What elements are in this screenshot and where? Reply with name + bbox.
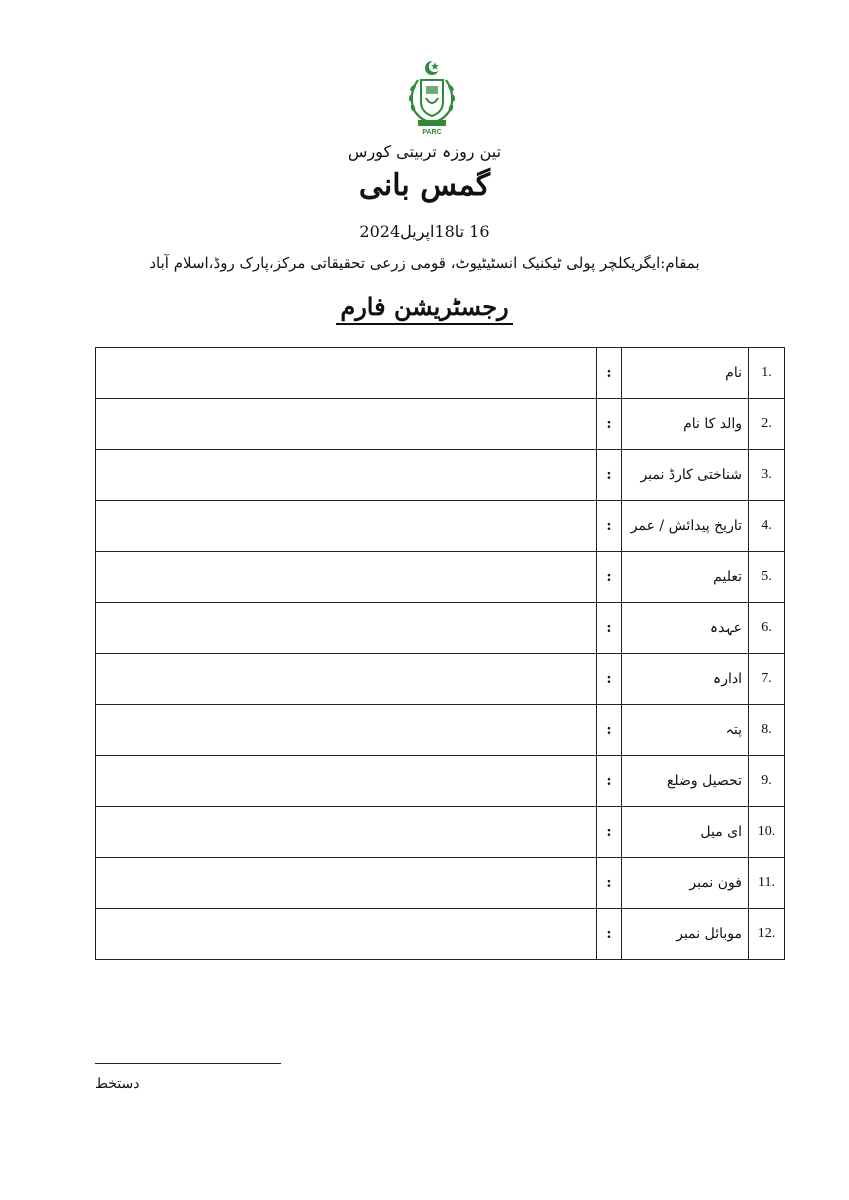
row-number: 12. — [749, 909, 785, 960]
field-colon: : — [597, 705, 622, 756]
field-colon: : — [597, 501, 622, 552]
course-subtitle: تین روزہ تربیتی کورس — [347, 142, 502, 161]
form-title-text: رجسٹریشن فارم — [336, 292, 512, 325]
field-label: نام — [622, 348, 749, 399]
field-label: والد کا نام — [622, 399, 749, 450]
field-colon: : — [597, 450, 622, 501]
field-value[interactable] — [96, 552, 597, 603]
field-value[interactable] — [96, 705, 597, 756]
row-number: 8. — [749, 705, 785, 756]
parc-logo — [404, 58, 460, 136]
field-colon: : — [597, 654, 622, 705]
form-title — [0, 292, 849, 321]
course-venue: بمقام:ایگریکلچر پولی ٹیکنیک انسٹیٹیوٹ، قومی زرعی تحقیقاتی مرکز،پارک روڈ،اسلام آباد — [149, 254, 700, 272]
table-row — [96, 909, 785, 960]
shield-icon — [421, 80, 443, 116]
table-row — [96, 399, 785, 450]
field-label: ادارہ — [622, 654, 749, 705]
field-colon: : — [597, 603, 622, 654]
table-row — [96, 603, 785, 654]
row-number: 6. — [749, 603, 785, 654]
field-label: عہدہ — [622, 603, 749, 654]
field-colon: : — [597, 756, 622, 807]
field-colon: : — [597, 399, 622, 450]
field-value[interactable] — [96, 807, 597, 858]
table-row — [96, 348, 785, 399]
field-label: پتہ — [622, 705, 749, 756]
registration-table — [95, 347, 785, 960]
field-value[interactable] — [96, 501, 597, 552]
field-colon: : — [597, 909, 622, 960]
course-dates: 16 تا18اپریل2024 — [359, 222, 490, 241]
field-value[interactable] — [96, 348, 597, 399]
row-number: 9. — [749, 756, 785, 807]
field-value[interactable] — [96, 399, 597, 450]
crescent-star-icon — [425, 61, 440, 75]
field-value[interactable] — [96, 654, 597, 705]
logo-caption: PARC — [422, 129, 442, 136]
table-row — [96, 654, 785, 705]
row-number: 7. — [749, 654, 785, 705]
table-row — [96, 858, 785, 909]
signature-label: دستخط — [95, 1076, 140, 1092]
field-value[interactable] — [96, 603, 597, 654]
table-row — [96, 756, 785, 807]
field-label: ای میل — [622, 807, 749, 858]
field-colon: : — [597, 348, 622, 399]
field-value[interactable] — [96, 909, 597, 960]
field-value[interactable] — [96, 756, 597, 807]
row-number: 4. — [749, 501, 785, 552]
signature-line — [95, 1063, 281, 1064]
table-row — [96, 552, 785, 603]
field-label: تعلیم — [622, 552, 749, 603]
row-number: 10. — [749, 807, 785, 858]
table-row — [96, 501, 785, 552]
row-number: 5. — [749, 552, 785, 603]
table-row — [96, 705, 785, 756]
field-value[interactable] — [96, 450, 597, 501]
row-number: 11. — [749, 858, 785, 909]
field-colon: : — [597, 858, 622, 909]
table-row — [96, 450, 785, 501]
field-label: شناختی کارڈ نمبر — [622, 450, 749, 501]
row-number: 2. — [749, 399, 785, 450]
field-label: فون نمبر — [622, 858, 749, 909]
field-label: تاریخ پیدائش / عمر — [622, 501, 749, 552]
row-number: 3. — [749, 450, 785, 501]
field-value[interactable] — [96, 858, 597, 909]
field-colon: : — [597, 807, 622, 858]
field-label: تحصیل وضلع — [622, 756, 749, 807]
field-label: موبائل نمبر — [622, 909, 749, 960]
table-row — [96, 807, 785, 858]
field-colon: : — [597, 552, 622, 603]
row-number: 1. — [749, 348, 785, 399]
course-title: گمس بانی — [358, 168, 491, 203]
